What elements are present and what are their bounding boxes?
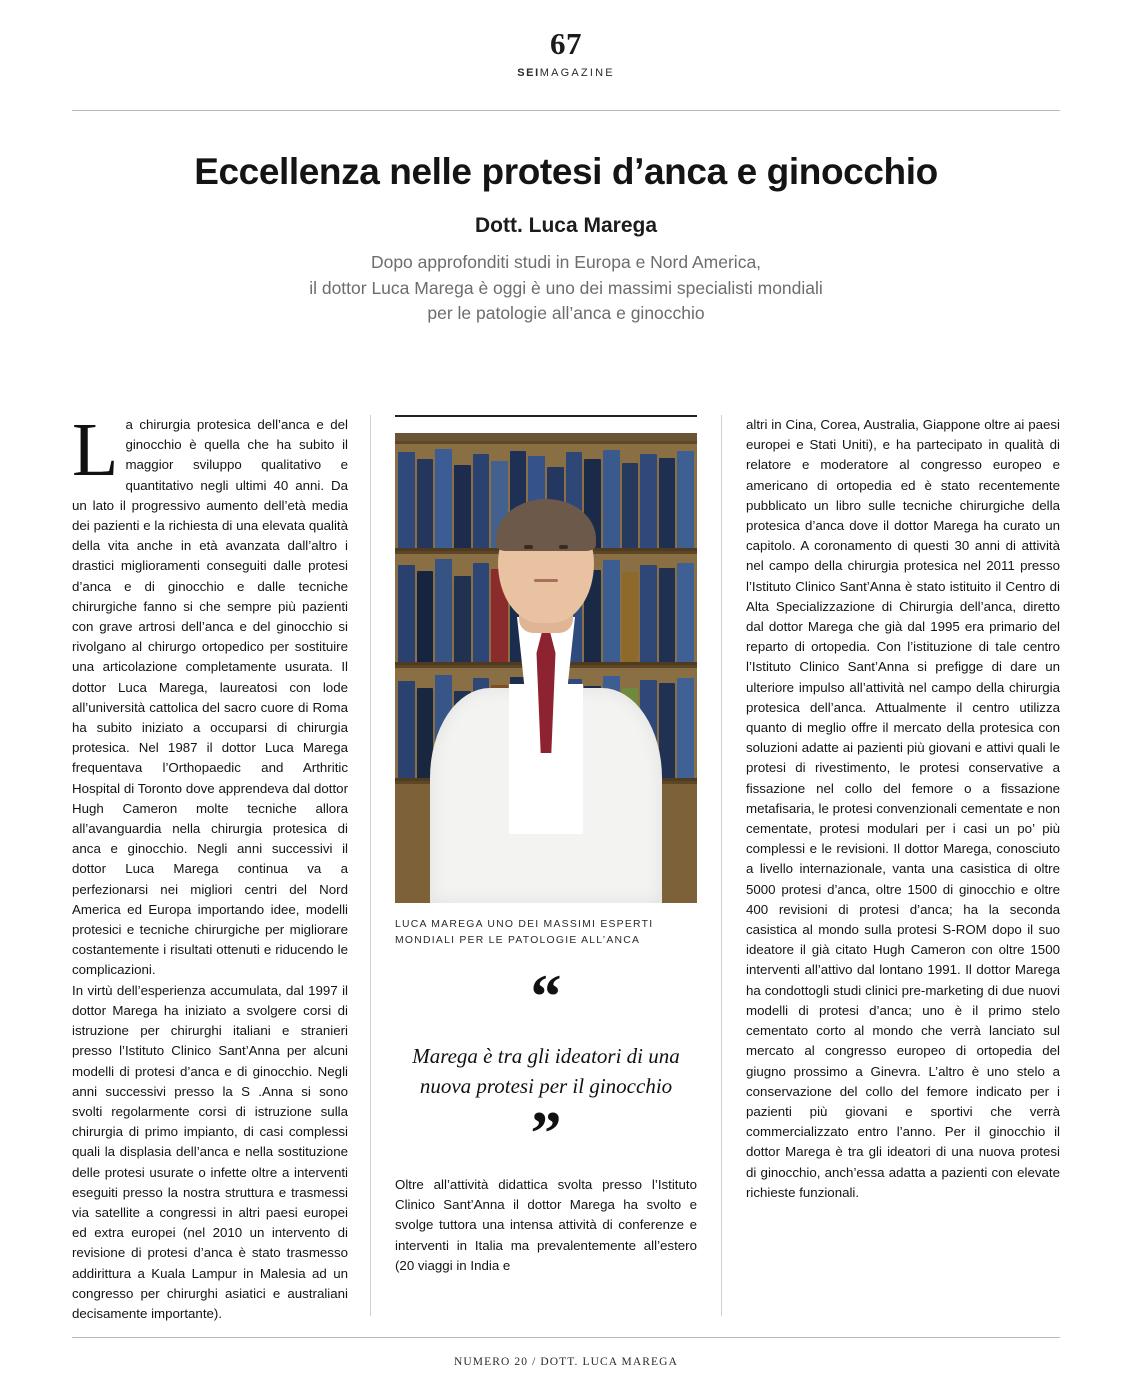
magazine-logo <box>0 67 1132 79</box>
book <box>603 450 620 548</box>
book <box>398 452 415 548</box>
pull-quote-text: Marega è tra gli ideatori di una nuova protesi per il ginocchio <box>412 1044 680 1099</box>
middle-paragraph: Oltre all’attività didattica svolta presso l’Istituto Clinico Sant’Anna il dottor Marega ha svolto e svolge tuttora una intensa attività di conferenze e interventi in Italia ma prevalentemente all’estero (20 viaggi in India e <box>395 1177 697 1273</box>
pull-quote <box>395 963 697 1168</box>
book <box>677 563 694 662</box>
header-divider <box>72 110 1060 111</box>
doctor-photo <box>395 433 697 903</box>
page-number: 67 <box>550 26 582 61</box>
doctor-figure <box>430 603 662 903</box>
left-paragraph-1-text: a chirurgia protesica dell’anca e del ginocchio è quella che ha subito il maggior sviluppo qualitativo e quantitativo negli ultimi 40 anni. Da un lato il progressivo aumento dell’età media dei pazienti e la richiesta di una elevata qualità della vita anche in età avanzata dall’altro i drastici miglioramenti conseguiti dalle protesi d’anca e di ginocchio e dalle tecniche chirurgiche fanno si che sempre più pazienti con grave artrosi dell’anca e del ginocchio si rivolgano al chirurgo ortopedico per sostituire una articolazione completamente usurata. Il dottor Luca Marega, laureatosi con lode all’università cattolica del sacro cuore di Roma ha subito iniziato a occuparsi di chirurgia protesica. Nel 1987 il dottor Luca Marega frequentava l’Orthopaedic and Arthritic Hospital di Toronto dove apprendeva dal dottor Hugh Cameron molte tecniche allora all’avanguardia nella chirurgia protesica di anca e ginocchio. Negli anni successivi il dottor Luca Marega continua va a perfezionarsi nei migliori centri del Nord America ed Europa importando idee, modelli protesici e tecniche chirurgiche per migliorare costantemente i risultati ottenuti e riducendo le complicazioni. <box>72 417 348 978</box>
right-paragraph: altri in Cina, Corea, Australia, Giappone oltre ai paesi europei e Stati Uniti), e ha partecipato in qualità di relatore e moderatore al congresso europeo e americano di ortopedia ed è stato recentemente pubblicato un libro sulle tecniche chirurgiche della protesica d’anca dove il dottor Marega ha curato un capitolo. A coronamento di questi 30 anni di attività nel campo della chirurgia protesica nel 2011 presso l’Istituto Clinico Sant’Anna è stato istituito il Centro di Alta Specializzazione di Chirurgia dell’anca, diretto dal dottor Marega che già dal 1995 era primario del reparto di ortopedia. Con l’istituzione di tale centro l’Istituto Clinico Sant’Anna si prefigge di dare un ulteriore impulso all’attività nel campo della chirurgia protesica dell’anca. Attualmente il centro utilizza quanto di meglio offre il mercato della protesica con soluzioni adatte ai pazienti più giovani e attivi quali le protesi di rivestimento, le protesi conservative a fissazione nel collo del femore o a fissazione metafisaria, le protesi convenzionali cementate e non cementate, protesi modulari per i casi un po’ più complessi e le revisioni. Il dottor Marega, conosciuto a livello internazionale, vanta una casistica di oltre 5000 protesi d’anca, oltre 1500 di ginocchio e oltre 400 revisioni di protesi d’anca; ha la seconda casistica al mondo sulla protesi S-ROM dopo il suo ideatore il già citato Hugh Cameron con oltre 1500 interventi all’attivo dal lontano 1991. Il dottor Marega ha condottogli studi clinici pre-marketing di due nuovi modelli di protesi d’anca; uno è il primo stelo cementato corto al mondo che verrà lanciato sul mercato al congresso europeo di ortopedia del giugno prossimo a Ginevra. L’altro è uno stelo a conservazione del collo del femore indicato per i pazienti più giovani e sportivi che verrà commercializzato entro l’anno. Per il ginocchio il dottor Marega è tra gli ideatori di una nuova protesi di ginocchio, anch’essa adatta a pazienti con elevate richieste funzionali. <box>746 417 1060 1200</box>
column-left <box>72 408 370 1321</box>
photo-top-rule <box>395 415 697 417</box>
page-title: Eccellenza nelle protesi d’anca e ginocchio <box>194 151 938 192</box>
mouth <box>534 579 558 582</box>
column-middle <box>370 415 722 1316</box>
book <box>473 454 490 548</box>
standfirst <box>110 250 1022 326</box>
photo-caption: LUCA MAREGA UNO DEI MASSIMI ESPERTI MONDIALI PER LE PATOLOGIE ALL’ANCA <box>395 919 654 947</box>
footer-divider <box>72 1337 1060 1338</box>
title-block <box>0 151 1132 327</box>
left-paragraph-2: In virtù dell’esperienza accumulata, dal 1997 il dottor Marega ha iniziato a svolgere corsi di istruzione per chirurghi italiani e stranieri presso l’Istituto Clinico Sant’Anna per alcuni modelli di protesi d’anca e di ginocchio. Negli anni successivi presso la S .Anna si sono svolti regolarmente corsi di istruzione sulla chirurgia di primo impianto, di casi complessi quali la displasia dell’anca e nella sostituzione delle protesi usurate o infette oltre a interventi eseguiti presso la nostra struttura e trasmessi via satellite a congressi in altri paesi europei ed extra europei (nel 2010 un intervento di revisione di protesi d’anca è stato trasmesso addirittura a Kuala Lampur in Malesia ad un congresso per chirurghi asiatici e australiani decisamente importante). <box>72 982 348 1321</box>
column-right <box>722 415 1060 1316</box>
eye-right <box>559 545 568 549</box>
article-columns <box>72 408 1060 1321</box>
left-paragraph-1 <box>72 408 348 981</box>
footer-text: NUMERO 20 / DOTT. LUCA MAREGA <box>454 1356 678 1368</box>
book <box>677 678 694 778</box>
masthead <box>0 0 1132 79</box>
book <box>659 458 676 548</box>
book <box>454 465 471 548</box>
book <box>622 463 639 548</box>
book <box>417 459 434 548</box>
quote-open-icon: “ <box>530 963 562 1032</box>
book <box>398 565 415 662</box>
drop-cap: L <box>72 408 119 492</box>
standfirst-line-2: il dottor Luca Marega è oggi è uno dei massimi specialisti mondiali <box>309 277 823 298</box>
standfirst-line-3: per le patologie all’anca e ginocchio <box>427 303 705 324</box>
book <box>677 451 694 548</box>
logo-magazine: MAGAZINE <box>539 67 615 79</box>
logo-sei: SEI <box>517 67 540 79</box>
standfirst-line-1: Dopo approfonditi studi in Europa e Nord America, <box>370 252 762 273</box>
book <box>640 454 657 548</box>
article-author: Dott. Luca Marega <box>474 214 658 238</box>
quote-close-icon: ” <box>530 1099 562 1168</box>
book <box>435 449 452 548</box>
eye-left <box>524 545 533 549</box>
book <box>398 681 415 778</box>
